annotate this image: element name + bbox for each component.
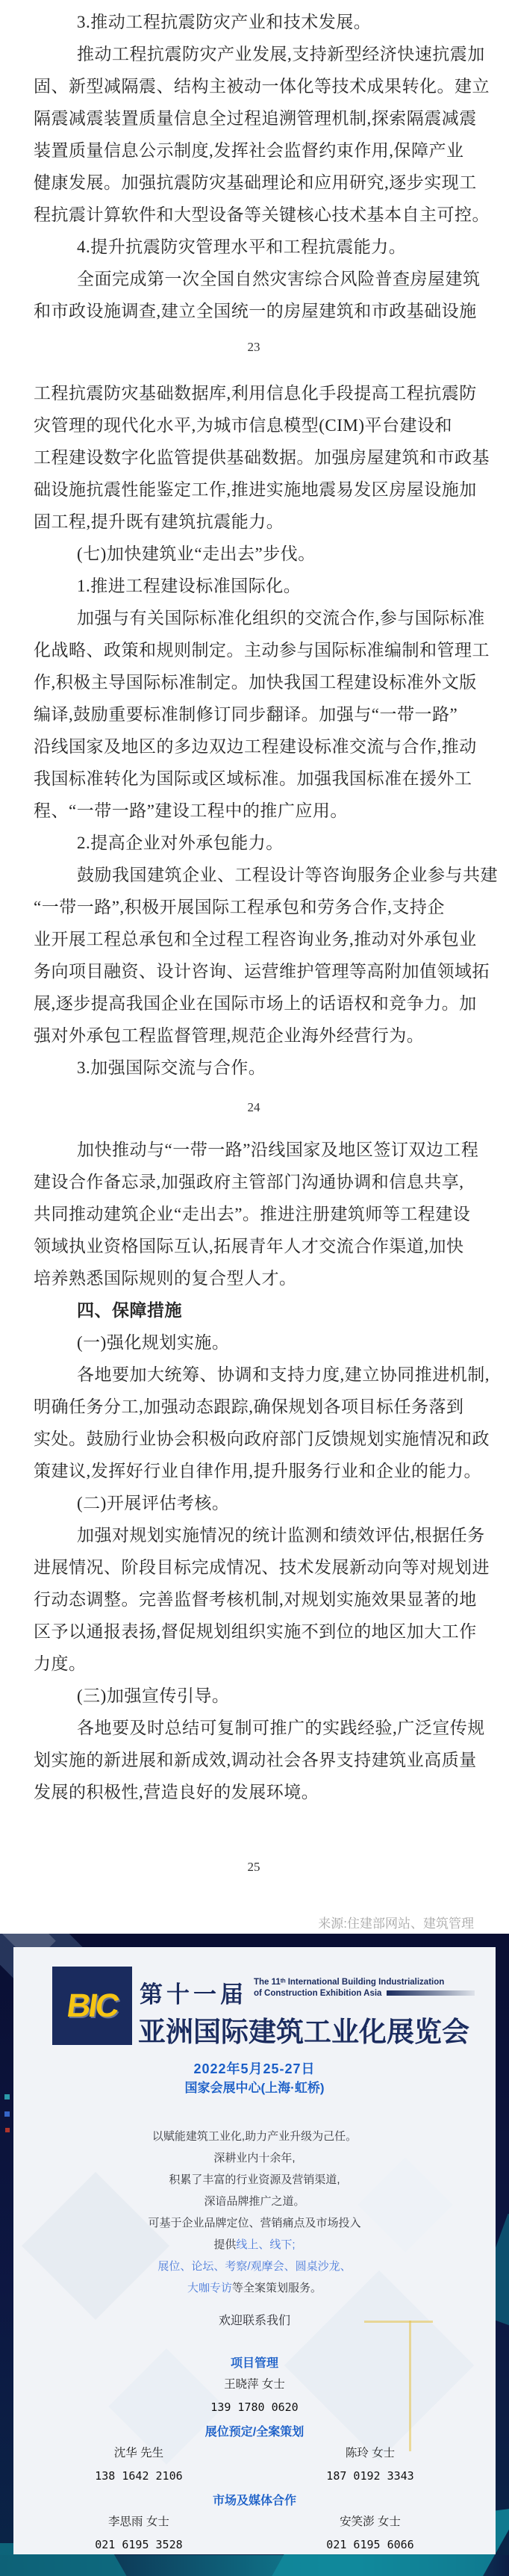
document-line: 3.加强国际交流与合作。	[77, 1058, 266, 1077]
contact-name: 李思雨 女士	[108, 2516, 169, 2528]
document-line: 加快推动与“一带一路”沿线国家及地区签订双边工程	[77, 1140, 479, 1159]
document-line: 加强对规划实施情况的统计监测和绩效评估,根据任务	[77, 1526, 485, 1545]
source-note: 来源:住建部网站、建筑管理	[318, 1917, 474, 1931]
contact-group	[13, 2492, 496, 2554]
document-line: 装置质量信息公示制度,发挥社会监督约束作用,保障产业	[34, 141, 464, 160]
page-number: 25	[247, 1860, 260, 1874]
banner-intro-line: 大咖专访等全案策划服务。	[187, 2282, 322, 2294]
document-line: 划实施的新进展和新成效,调动社会各界支持建筑业高质量	[34, 1751, 477, 1769]
document-line: 各地要加大统筹、协调和支持力度,建立协同推进机制,	[77, 1365, 490, 1384]
document-line: 1.推进工程建设标准国际化。	[77, 577, 302, 595]
banner-contacts	[13, 2354, 496, 2560]
document-line: 力度。	[34, 1654, 87, 1673]
banner-edition: 第十一届	[140, 1981, 247, 2008]
bic-logo	[52, 1967, 132, 2045]
contact-group	[13, 2354, 496, 2417]
document-line: 固、新型减隔震、结构主被动一体化等技术成果转化。建立	[34, 77, 490, 96]
banner-intro-line: 积累了丰富的行业资源及营销渠道,	[169, 2173, 340, 2186]
contact-group-title: 项目管理	[230, 2357, 278, 2370]
document-line: 4.提升抗震防灾管理水平和工程抗震能力。	[77, 238, 407, 256]
document-line: 和市政设施调查,建立全国统一的房屋建筑和市政基础设施	[34, 302, 477, 320]
document-line: 工程建设数字化监管提供基础数据。加强房屋建筑和市政基	[34, 448, 490, 467]
document-line: 编译,鼓励重要标准制修订同步翻译。加强与“一带一路”	[34, 705, 458, 724]
document-line: 策建议,发挥好行业自律作用,提升服务行业和企业的能力。	[34, 1462, 481, 1480]
title-underline	[387, 1990, 475, 1996]
banner-intro-line: 展位、论坛、考察/观摩会、圆桌沙龙、	[157, 2260, 352, 2273]
window-dot-decoration	[4, 2111, 10, 2117]
document-line: 业开展工程总承包和全过程工程咨询业务,推动对外承包业	[34, 930, 477, 949]
document-line: 实处。鼓励行业协会积极向政府部门反馈规划实施情况和政	[34, 1430, 490, 1448]
document-line: 四、保障措施	[77, 1301, 182, 1320]
document-line: 建设合作备忘录,加强政府主管部门沟通协调和信息共享,	[34, 1173, 464, 1191]
contact-phone: 138 1642 2106	[95, 2469, 183, 2483]
contact-phone: 021 6195 6066	[326, 2538, 414, 2551]
document-line: 2.提高企业对外承包能力。	[77, 834, 284, 852]
page-number: 23	[247, 340, 260, 354]
banner-intro-line: 可基于企业品牌定位、营销痛点及市场投入	[148, 2217, 361, 2229]
document-line: 发展的积极性,营造良好的发展环境。	[34, 1783, 319, 1801]
page-number: 24	[247, 1100, 260, 1114]
document-line: 领域执业资格国际互认,拓展青年人才交流合作渠道,加快	[34, 1237, 464, 1256]
contact-name: 陈玲 女士	[345, 2447, 396, 2459]
document-line: (三)加强宣传引导。	[77, 1686, 230, 1705]
exhibition-banner[interactable]	[0, 1934, 509, 2576]
document-line: 程抗震计算软件和大型设备等关键核心技术基本自主可控。	[34, 205, 490, 224]
document-line: 展,逐步提高我国企业在国际市场上的话语权和竞争力。加	[34, 994, 477, 1013]
contact-group	[13, 2423, 496, 2486]
document-line: 明确任务分工,加强动态跟踪,确保规划各项目标任务落到	[34, 1397, 464, 1416]
document-line: 推动工程抗震防灾产业发展,支持新型经济快速抗震加	[77, 45, 485, 63]
document-line: “一带一路”,积极开展国际工程承包和劳务合作,支持企	[34, 898, 445, 916]
contact-phone: 021 6195 3528	[95, 2538, 183, 2551]
document-line: 我国标准转化为国际或区域标准。加强我国标准在援外工	[34, 769, 472, 788]
document-line: 3.推动工程抗震防灾产业和技术发展。	[77, 13, 372, 31]
document-line: 工程抗震防灾基础数据库,利用信息化手段提高工程抗震防	[34, 384, 477, 403]
document-line: 强对外承包工程监督管理,规范企业海外经营行为。	[34, 1026, 425, 1045]
window-dot-decoration	[5, 2128, 10, 2132]
contact-name: 沈华 先生	[113, 2447, 164, 2459]
document-line: 灾管理的现代化水平,为城市信息模型(CIM)平台建设和	[34, 416, 453, 435]
document-line: 加强与有关国际标准化组织的交流合作,参与国际标准	[77, 609, 485, 627]
document-line: (七)加快建筑业“走出去”步伐。	[77, 544, 316, 563]
contact-invite: 欢迎联系我们	[218, 2315, 290, 2327]
banner-title-cn: 亚洲国际建筑工业化展览会	[138, 2017, 469, 2047]
document-line: 鼓励我国建筑企业、工程设计等咨询服务企业参与共建	[77, 866, 498, 884]
banner-intro-line: 提供线上、线下;	[213, 2238, 296, 2251]
document-line: 各地要及时总结可复制可推广的实践经验,广泛宣传规	[77, 1719, 485, 1737]
contact-group-title: 展位预定/全案策划	[204, 2426, 305, 2439]
document-line: 固工程,提升既有建筑抗震能力。	[34, 512, 284, 531]
banner-date: 2022年5月25-27日	[193, 2061, 316, 2076]
contact-phone: 187 0192 3343	[326, 2469, 414, 2483]
banner-venue: 国家会展中心(上海·虹桥)	[184, 2081, 325, 2095]
document-line: 作,积极主导国际标准制定。加快我国工程建设标准外文版	[34, 673, 477, 692]
contact-name: 王晓萍 女士	[224, 2378, 285, 2391]
contact-phone: 139 1780 0620	[210, 2400, 299, 2414]
banner-intro	[13, 2126, 496, 2299]
document-line: 共同推动建筑企业“走出去”。推进注册建筑师等工程建设	[34, 1205, 471, 1223]
document-line: 础设施抗震性能鉴定工作,推进实施地震易发区房屋设施加	[34, 480, 477, 499]
bic-logo-letters: BIC	[64, 1987, 120, 2024]
document-line: 区予以通报表扬,督促规划组织实施不到位的地区加大工作	[34, 1622, 477, 1641]
banner-title-en-line1: The 11ᵗʰ International Building Industrialization	[254, 1978, 445, 1987]
banner-intro-line: 以赋能建筑工业化,助力产业升级为己任。	[152, 2130, 357, 2143]
document-line: 程、“一带一路”建设工程中的推广应用。	[34, 801, 348, 820]
document-line: 务向项目融资、设计咨询、运营维护管理等高附加值领域拓	[34, 962, 490, 981]
banner-intro-line: 深谙品牌推广之道。	[204, 2195, 305, 2208]
contact-name: 安笑澎 女士	[340, 2516, 401, 2528]
contact-group-title: 市场及媒体合作	[212, 2495, 296, 2507]
banner-card	[13, 1947, 496, 2554]
document-line: (一)强化规划实施。	[77, 1333, 230, 1352]
document-line: (二)开展评估考核。	[77, 1494, 230, 1512]
document-line: 健康发展。加强抗震防灾基础理论和应用研究,逐步实现工	[34, 173, 477, 192]
document-line: 沿线国家及地区的多边双边工程建设标准交流与合作,推动	[34, 737, 477, 756]
document-line: 化战略、政策和规则制定。主动参与国际标准编制和管理工	[34, 641, 490, 659]
banner-intro-line: 深耕业内十余年,	[213, 2152, 296, 2164]
document-line: 隔震减震装置质量信息全过程追溯管理机制,探索隔震减震	[34, 109, 477, 128]
banner-title-en-line2: of Construction Exhibition Asia	[254, 1989, 475, 1998]
document-line: 进展情况、阶段目标完成情况、技术发展新动向等对规划进	[34, 1558, 490, 1577]
window-dot-decoration	[4, 2094, 10, 2099]
document-line: 全面完成第一次全国自然灾害综合风险普查房屋建筑	[77, 270, 481, 288]
document-line: 行动态调整。完善监督考核机制,对规划实施效果显著的地	[34, 1590, 477, 1609]
document-line: 培养熟悉国际规则的复合型人才。	[34, 1269, 297, 1288]
